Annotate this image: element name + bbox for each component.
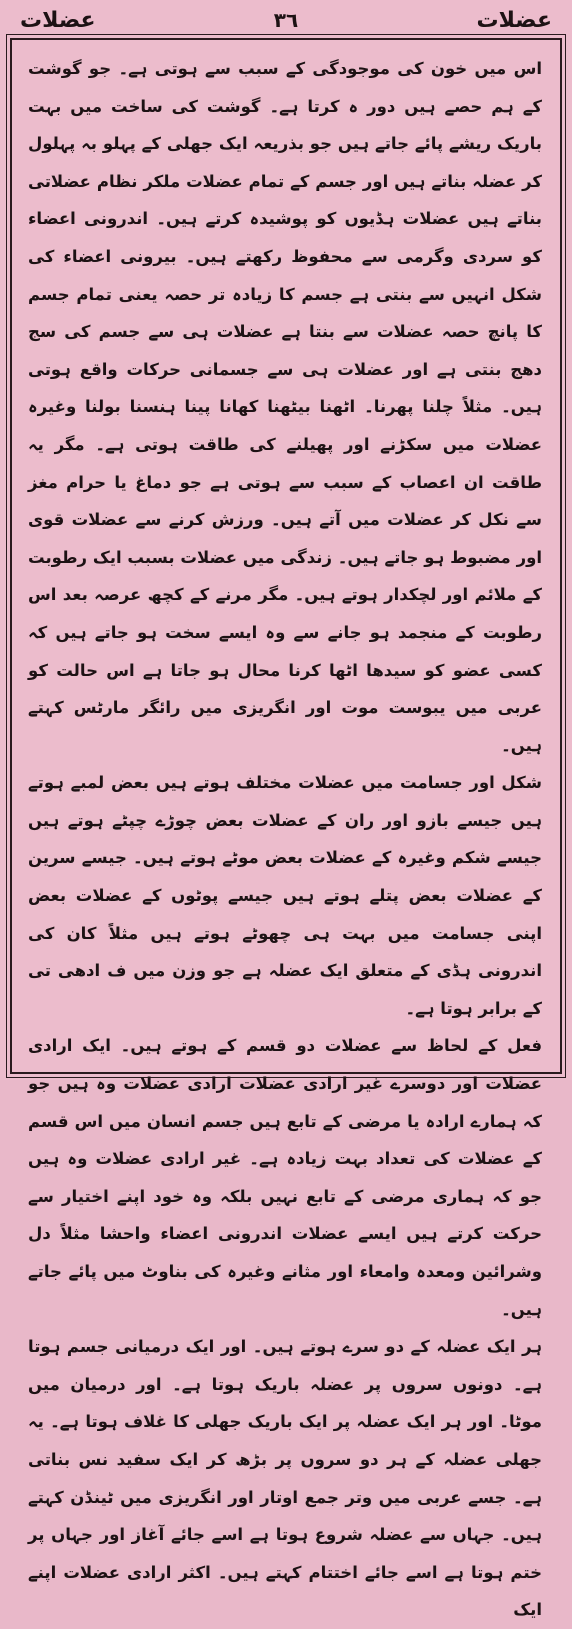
running-title-right: عضلات	[476, 7, 552, 33]
paragraph: ہر ایک عضلہ کے دو سرے ہوتے ہیں۔ اور ایک درمیانی جسم ہوتا ہے۔ دونوں سروں پر عضلہ باریک ہوتا ہے۔ اور درمیان میں موٹا۔ اور ہر ایک عضلہ پر ایک باریک جھلی کا غلاف ہوتا ہے۔ یہ جھلی عضلہ کے ہر دو سروں پر بڑھ کر ایک سفید نس بناتی ہے۔ جسے عربی میں وتر جمع اوتار اور انگریزی میں ٹینڈن کہتے ہیں۔ جہاں سے عضلہ شروع ہوتا ہے اسے جائے آغاز اور جہاں پر ختم ہوتا ہے اسے جائے اختتام کہتے ہیں۔ اکثر ارادی عضلات اپنے ایک	[28, 1337, 542, 1620]
paragraph: فعل کے لحاظ سے عضلات دو قسم کے ہوتے ہیں۔ ایک ارادی عضلات اور دوسرے غیر ارادی عضلات ارادی عضلات وہ ہیں جو کہ ہمارے ارادہ یا مرضی کے تابع ہیں جسم انسان میں اس قسم کے عضلات کی تعداد بہت زیادہ ہے۔ غیر ارادی عضلات وہ ہیں جو کہ ہماری مرضی کے تابع نہیں بلکہ وہ خود اپنے اختیار سے حرکت کرتے ہیں ایسے عضلات اندرونی اعضاء واحشا مثلاً دل وشرائین ومعدہ وامعاء اور مثانے وغیرہ کی بناوٹ میں پائے جاتے ہیں۔	[28, 1036, 542, 1319]
paragraph: شکل اور جسامت میں عضلات مختلف ہوتے ہیں بعض لمبے ہوتے ہیں جیسے بازو اور ران کے عضلات بعض چوڑے چپٹے ہوتے ہیں جیسے شکم وغیرہ کے عضلات بعض موٹے ہوتے ہیں۔ جیسے سرین کے عضلات بعض پتلے ہوتے ہیں جیسے پوٹوں کے عضلات بعض اپنی جسامت میں بہت ہی چھوٹے ہوتے ہیں مثلاً کان کی اندرونی ہڈی کے متعلق ایک عضلہ ہے جو وزن میں ف ادھی تی کے برابر ہوتا ہے۔	[28, 773, 542, 1018]
page-header	[10, 2, 562, 38]
page-number: ٣٦	[273, 8, 299, 32]
running-title-left: عضلات	[20, 7, 96, 33]
paragraph: اس میں خون کی موجودگی کے سبب سے ہوتی ہے۔ جو گوشت کے ہم حصے ہیں دور ہ کرتا ہے۔ گوشت کی ساخت میں بہت باریک ریشے پائے جاتے ہیں جو بذریعہ ایک جھلی کے پہلو بہ پہلول کر عضلہ بناتے ہیں اور جسم کے تمام عضلات ملکر نظام عضلاتی بناتے ہیں عضلات ہڈیوں کو پوشیدہ کرتے ہیں۔ اندرونی اعضاء کو سردی وگرمی سے محفوظ رکھتے ہیں۔ بیرونی اعضاء کی شکل انہیں سے بنتی ہے جسم کا زیادہ تر حصہ یعنی تمام جسم کا پانچ حصہ عضلات سے بنتا ہے عضلات ہی سے جسم کی سج دھج بنتی ہے اور عضلات ہی سے جسمانی حرکات واقع ہوتی ہیں۔ مثلاً چلنا پھرنا۔ اٹھنا بیٹھنا کھانا پینا ہنسنا بولنا وغیرہ عضلات میں سکڑنے اور پھیلنے کی طاقت ہوتی ہے۔ مگر یہ طاقت ان اعصاب کے سبب سے ہوتی ہے جو دماغ یا حرام مغز سے نکل کر عضلات میں آتے ہیں۔ ورزش کرنے سے عضلات قوی اور مضبوط ہو جاتے ہیں۔ زندگی میں عضلات بسبب ایک رطوبت کے ملائم اور لچکدار ہوتے ہیں۔ مگر مرنے کے کچھ عرصہ بعد اس رطوبت کے منجمد ہو جانے سے وہ ایسے سخت ہو جاتے ہیں کہ کسی عضو کو سیدھا اٹھا کرنا محال ہو جاتا ہے اس حالت کو عربی میں یبوست موت اور انگریزی میں رائگر مارٹس کہتے ہیں۔	[28, 59, 542, 755]
body-text	[28, 50, 542, 1620]
